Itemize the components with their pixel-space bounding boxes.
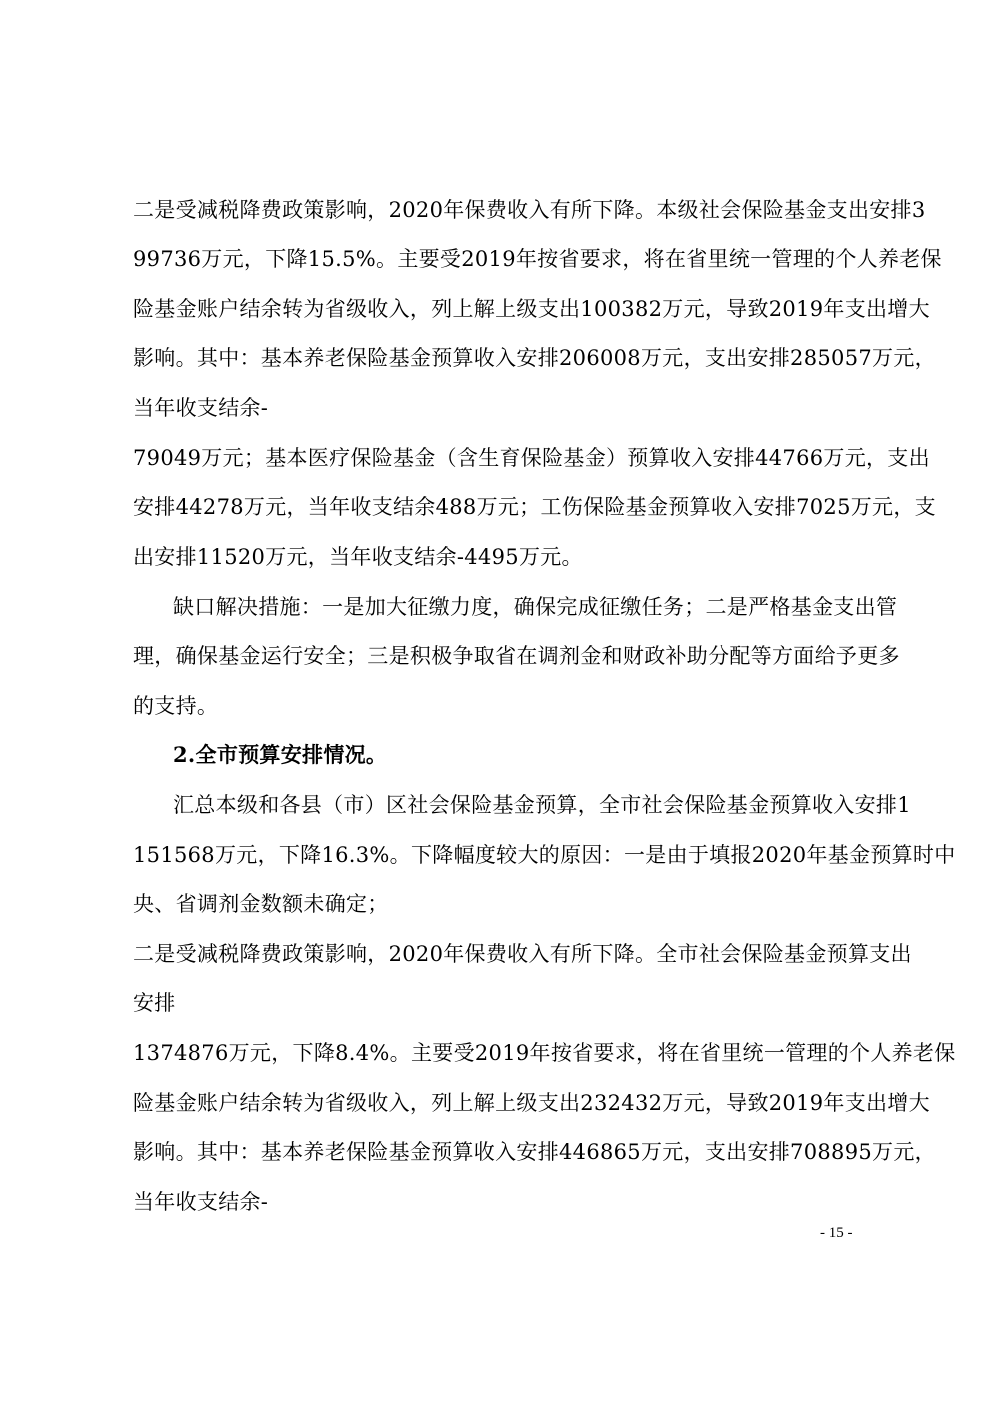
text-line: 影响。其中：基本养老保险基金预算收入安排206008万元，支出安排285057万元， xyxy=(133,346,936,370)
text-line: 险基金账户结余转为省级收入，列上解上级支出100382万元，导致2019年支出增大 xyxy=(133,297,930,321)
text-line: 的支持。 xyxy=(133,694,219,718)
text-line: 二是受减税降费政策影响，2020年保费收入有所下降。全市社会保险基金预算支出 xyxy=(133,942,912,966)
text-line: 安排44278万元，当年收支结余488万元；工伤保险基金预算收入安排7025万元，支 xyxy=(133,495,936,519)
text-line: 79049万元；基本医疗保险基金（含生育保险基金）预算收入安排44766万元，支出 xyxy=(133,446,930,470)
text-line: 当年收支结余- xyxy=(133,1190,269,1214)
text-line: 央、省调剂金数额未确定； xyxy=(133,892,389,916)
text-line: 99736万元，下降15.5%。主要受2019年按省要求，将在省里统一管理的个人养老保 xyxy=(133,247,942,271)
page-number: - 15 - xyxy=(820,1225,853,1241)
text-line: 151568万元，下降16.3%。下降幅度较大的原因：一是由于填报2020年基金预算时中 xyxy=(133,843,956,867)
text-line: 出安排11520万元，当年收支结余-4495万元。 xyxy=(133,545,583,569)
section-heading: 2.全市预算安排情况。 xyxy=(173,742,388,767)
text-line: 险基金账户结余转为省级收入，列上解上级支出232432万元，导致2019年支出增大 xyxy=(133,1091,930,1115)
text-line: 安排 xyxy=(133,991,176,1015)
text-line: 理，确保基金运行安全；三是积极争取省在调剂金和财政补助分配等方面给予更多 xyxy=(133,644,900,668)
text-line: 缺口解决措施：一是加大征缴力度，确保完成征缴任务；二是严格基金支出管 xyxy=(173,595,898,619)
text-line: 汇总本级和各县（市）区社会保险基金预算，全市社会保险基金预算收入安排1 xyxy=(173,793,911,817)
text-line: 当年收支结余- xyxy=(133,396,269,420)
text-line: 二是受减税降费政策影响，2020年保费收入有所下降。本级社会保险基金支出安排3 xyxy=(133,198,926,222)
text-line: 1374876万元，下降8.4%。主要受2019年按省要求，将在省里统一管理的个人养老保 xyxy=(133,1041,956,1065)
text-line: 影响。其中：基本养老保险基金预算收入安排446865万元，支出安排708895万元， xyxy=(133,1140,936,1164)
